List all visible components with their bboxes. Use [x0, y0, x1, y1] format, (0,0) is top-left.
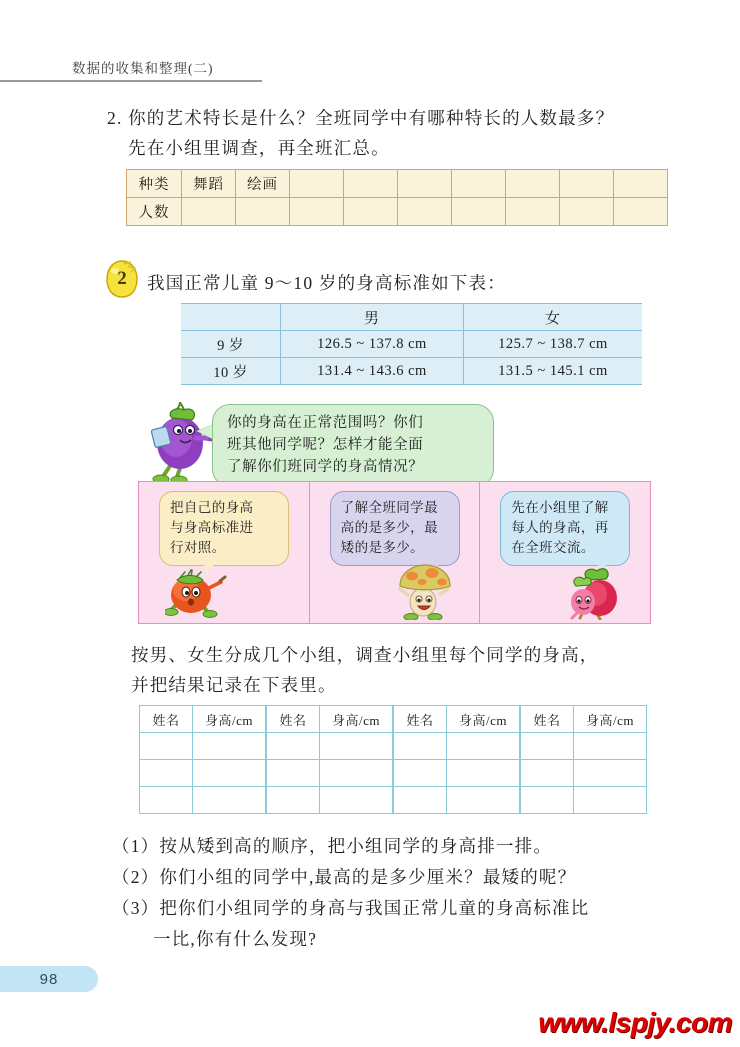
- height-record-table: [139, 705, 647, 814]
- record-cell[interactable]: [574, 733, 647, 760]
- lemon-number-badge-icon: [104, 259, 140, 299]
- record-cell[interactable]: [393, 760, 447, 787]
- record-cell[interactable]: [140, 787, 193, 814]
- radish-illustration-icon: [566, 566, 624, 620]
- bubble-line: 把自己的身高: [170, 500, 254, 515]
- bubble-line: 每人的身高，再: [511, 520, 609, 535]
- table-row: [181, 358, 642, 385]
- record-cell[interactable]: [574, 760, 647, 787]
- record-cell[interactable]: [520, 760, 574, 787]
- category-cell-1[interactable]: 舞蹈: [182, 170, 236, 198]
- table-header-row: [181, 304, 642, 331]
- tomato-speech-bubble: [159, 491, 289, 566]
- table-row: [140, 760, 647, 787]
- header-male: 男: [281, 304, 464, 331]
- task2-line-2: 先在小组里调查，再全班汇总。: [128, 138, 390, 158]
- eggplant-speech-bubble: [212, 404, 494, 487]
- category-cell-5[interactable]: [398, 170, 452, 198]
- tomato-character-icon: [165, 568, 227, 618]
- record-cell[interactable]: [266, 760, 320, 787]
- table-row: [127, 198, 668, 226]
- record-cell[interactable]: [574, 787, 647, 814]
- record-cell[interactable]: [520, 733, 574, 760]
- count-cell-2[interactable]: [236, 198, 290, 226]
- mushroom-illustration-icon: [394, 562, 456, 620]
- category-cell-9[interactable]: [614, 170, 668, 198]
- header-name-1: 姓名: [140, 706, 193, 733]
- male-range-9: 126.5 ~ 137.8 cm: [281, 331, 464, 358]
- count-cell-3[interactable]: [290, 198, 344, 226]
- header-female: 女: [464, 304, 643, 331]
- bubble-line: 在全班交流。: [511, 540, 595, 555]
- sub-question-3-continued: 一比,你有什么发现?: [153, 929, 318, 949]
- bubble-line: 与身高标准进: [170, 520, 254, 535]
- table-row: [127, 170, 668, 198]
- count-cell-6[interactable]: [452, 198, 506, 226]
- task2-line-1: 2. 你的艺术特长是什么？全班同学中有哪种特长的人数最多？: [107, 108, 615, 128]
- header-height-1: 身高/cm: [193, 706, 267, 733]
- header-height-3: 身高/cm: [447, 706, 521, 733]
- header-height-2: 身高/cm: [320, 706, 394, 733]
- count-cell-1[interactable]: [182, 198, 236, 226]
- running-head: [0, 58, 262, 82]
- header-name-4: 姓名: [520, 706, 574, 733]
- row-label-count: 人数: [127, 198, 182, 226]
- header-name-3: 姓名: [393, 706, 447, 733]
- badge-number: 2: [117, 268, 127, 289]
- age-label-9: 9 岁: [181, 331, 281, 358]
- page-number: 98: [39, 970, 59, 988]
- table-row: [140, 733, 647, 760]
- count-cell-8[interactable]: [560, 198, 614, 226]
- record-cell[interactable]: [266, 787, 320, 814]
- table-header-row: [140, 706, 647, 733]
- record-cell[interactable]: [193, 733, 267, 760]
- advice-panel-1: [139, 482, 309, 623]
- header-height-4: 身高/cm: [574, 706, 647, 733]
- record-cell[interactable]: [320, 787, 394, 814]
- table-row: [181, 331, 642, 358]
- mushroom-character-icon: [394, 562, 456, 620]
- record-cell[interactable]: [447, 733, 521, 760]
- bubble-line: 高的是多少，最: [340, 520, 438, 535]
- record-cell[interactable]: [447, 787, 521, 814]
- running-head-title: 数据的收集和整理(二): [72, 61, 214, 76]
- age-label-10: 10 岁: [181, 358, 281, 385]
- question2-prompt: 我国正常儿童 9～10 岁的身高标准如下表：: [147, 273, 506, 293]
- instruction-line-1: 按男、女生分成几个小组，调查小组里每个同学的身高，: [131, 645, 599, 665]
- bubble-line: 行对照。: [170, 540, 226, 555]
- category-cell-8[interactable]: [560, 170, 614, 198]
- category-cell-3[interactable]: [290, 170, 344, 198]
- radish-speech-bubble: [500, 491, 630, 566]
- female-range-10: 131.5 ~ 145.1 cm: [464, 358, 643, 385]
- advice-panel-3: [479, 482, 650, 623]
- bubble-line: 了解你们班同学的身高情况？: [227, 459, 424, 475]
- art-talent-survey-table: [126, 169, 668, 226]
- table-row: [140, 787, 647, 814]
- advice-panels: [138, 481, 651, 624]
- record-cell[interactable]: [320, 733, 394, 760]
- instruction-line-2: 并把结果记录在下表里。: [131, 675, 337, 695]
- record-cell[interactable]: [393, 787, 447, 814]
- female-range-9: 125.7 ~ 138.7 cm: [464, 331, 643, 358]
- count-cell-9[interactable]: [614, 198, 668, 226]
- category-cell-6[interactable]: [452, 170, 506, 198]
- sub-question-1: （1）按从矮到高的顺序，把小组同学的身高排一排。: [112, 836, 553, 856]
- category-cell-7[interactable]: [506, 170, 560, 198]
- height-standards-table: [181, 303, 642, 385]
- record-cell[interactable]: [266, 733, 320, 760]
- record-cell[interactable]: [520, 787, 574, 814]
- record-cell[interactable]: [140, 733, 193, 760]
- header-name-2: 姓名: [266, 706, 320, 733]
- record-cell[interactable]: [320, 760, 394, 787]
- row-label-category: 种类: [127, 170, 182, 198]
- record-cell[interactable]: [193, 787, 267, 814]
- radish-character-icon: [566, 566, 624, 620]
- bubble-line: 了解全班同学最: [340, 500, 438, 515]
- bubble-line: 班其他同学呢？怎样才能全面: [227, 437, 424, 453]
- advice-panel-2: [309, 482, 480, 623]
- category-cell-2[interactable]: 绘画: [236, 170, 290, 198]
- sub-question-2: （2）你们小组的同学中,最高的是多少厘米？最矮的呢？: [112, 867, 577, 887]
- count-cell-4[interactable]: [344, 198, 398, 226]
- record-cell[interactable]: [140, 760, 193, 787]
- sub-question-3: （3）把你们小组同学的身高与我国正常儿童的身高标准比: [112, 898, 590, 918]
- record-cell[interactable]: [447, 760, 521, 787]
- page-number-tab: [0, 966, 98, 992]
- count-cell-7[interactable]: [506, 198, 560, 226]
- header-blank: [181, 304, 281, 331]
- bubble-line: 矮的是多少。: [340, 540, 425, 555]
- tomato-illustration-icon: [165, 568, 227, 618]
- bubble-line: 你的身高在正常范围吗？你们: [227, 415, 424, 431]
- record-cell[interactable]: [193, 760, 267, 787]
- site-watermark: www.lspjy.com: [538, 1007, 732, 1038]
- male-range-10: 131.4 ~ 143.6 cm: [281, 358, 464, 385]
- category-cell-4[interactable]: [344, 170, 398, 198]
- record-cell[interactable]: [393, 733, 447, 760]
- bubble-line: 先在小组里了解: [511, 500, 609, 515]
- count-cell-5[interactable]: [398, 198, 452, 226]
